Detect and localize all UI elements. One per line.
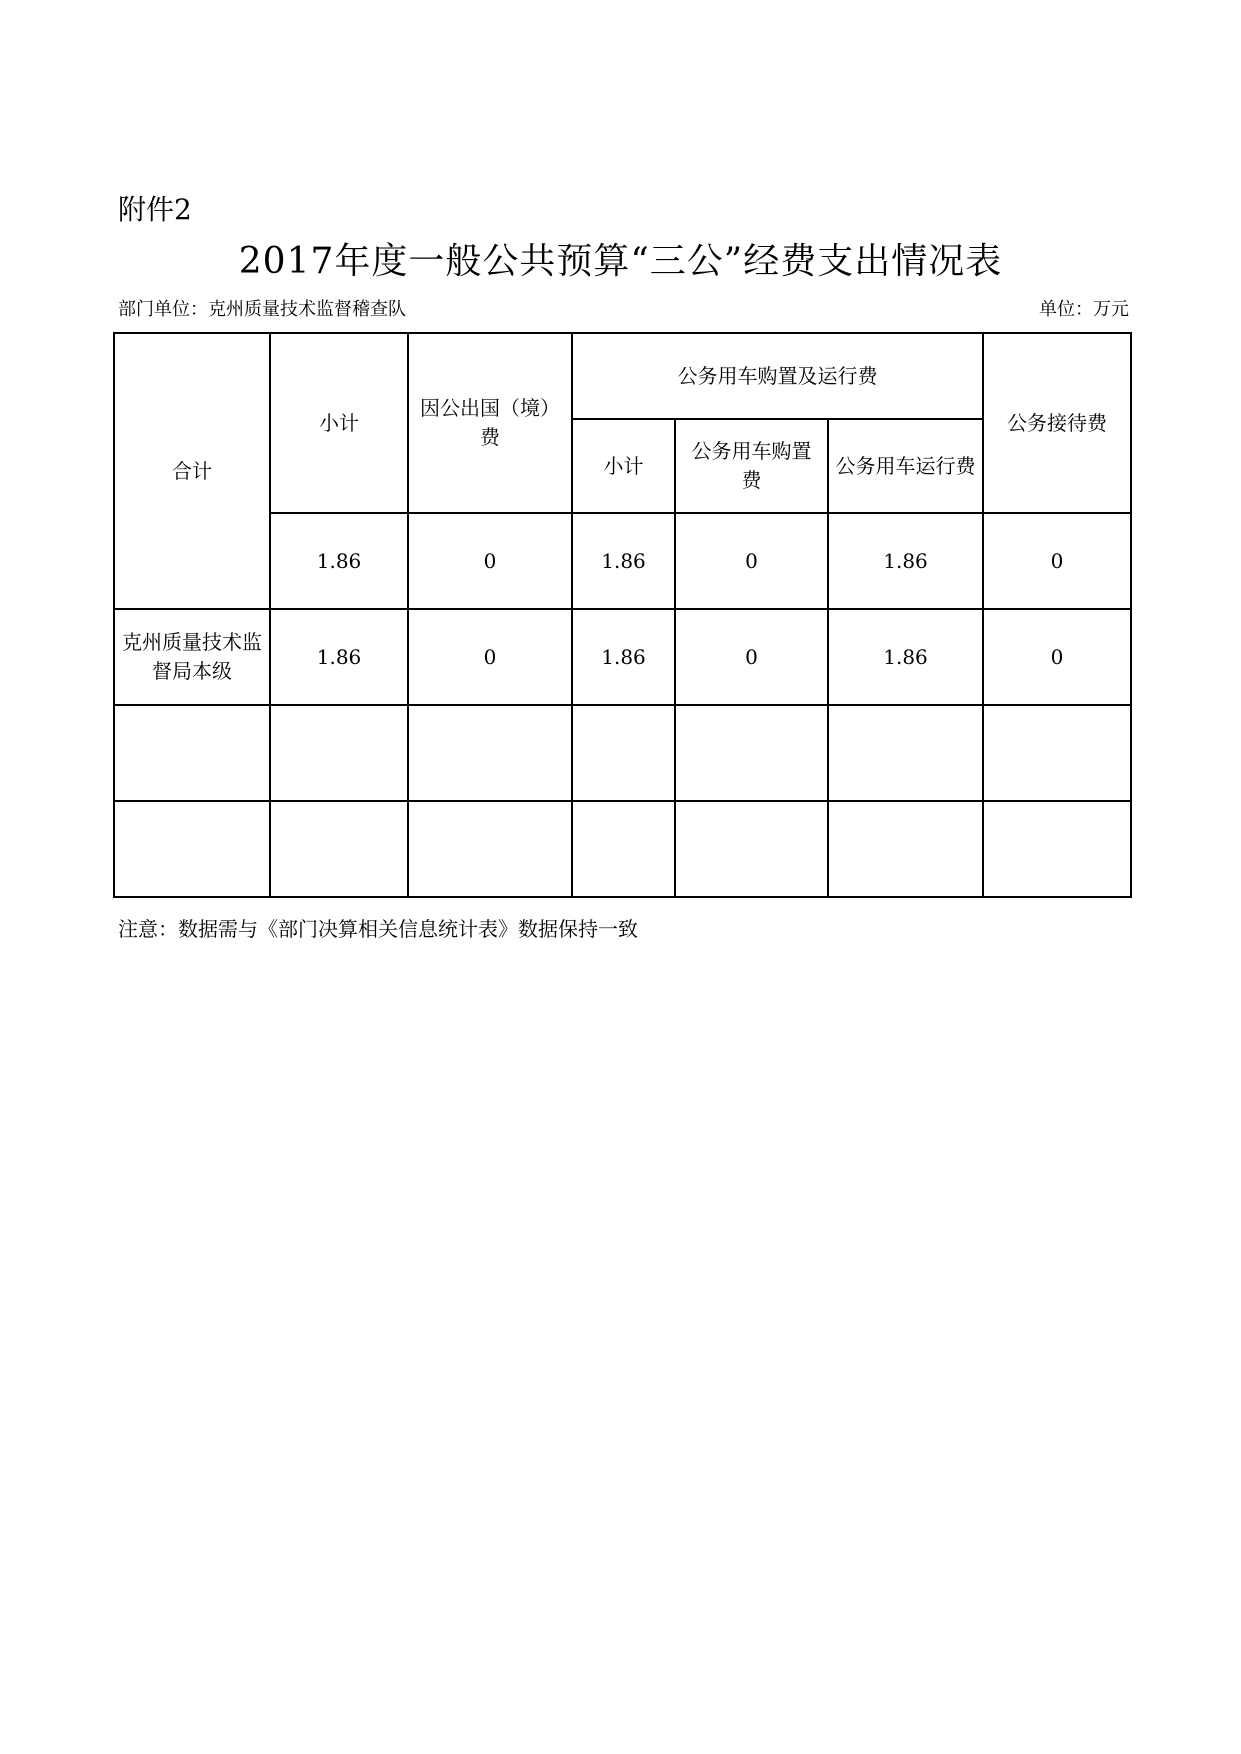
total-vehicle-purchase: 0 [675, 513, 828, 609]
empty-cell [828, 801, 983, 897]
row-name: 克州质量技术监督局本级 [114, 609, 270, 705]
row-vehicle-purchase: 0 [675, 609, 828, 705]
unit-label: 单位：万元 [1039, 299, 1129, 320]
row-vehicle-subtotal: 1.86 [572, 609, 675, 705]
table-row [114, 609, 1131, 705]
attachment-label: 附件2 [118, 193, 192, 226]
empty-row [114, 705, 1131, 801]
header-vehicle-group: 公务用车购置及运行费 [572, 333, 983, 419]
empty-cell [408, 705, 572, 801]
row-reception: 0 [983, 609, 1131, 705]
header-vehicle-subtotal: 小计 [572, 419, 675, 513]
empty-cell [408, 801, 572, 897]
empty-cell [983, 705, 1131, 801]
total-subtotal: 1.86 [270, 513, 408, 609]
empty-cell [270, 705, 408, 801]
row-vehicle-operation: 1.86 [828, 609, 983, 705]
empty-cell [983, 801, 1131, 897]
row-abroad: 0 [408, 609, 572, 705]
total-vehicle-operation: 1.86 [828, 513, 983, 609]
empty-cell [114, 705, 270, 801]
expense-table [113, 332, 1132, 898]
empty-cell [675, 705, 828, 801]
total-reception: 0 [983, 513, 1131, 609]
empty-row [114, 801, 1131, 897]
empty-cell [572, 705, 675, 801]
empty-cell [572, 801, 675, 897]
empty-cell [270, 801, 408, 897]
total-vehicle-subtotal: 1.86 [572, 513, 675, 609]
footnote: 注意：数据需与《部门决算相关信息统计表》数据保持一致 [118, 917, 638, 941]
empty-cell [675, 801, 828, 897]
header-vehicle-operation: 公务用车运行费 [828, 419, 983, 513]
header-vehicle-purchase: 公务用车购置费 [675, 419, 828, 513]
total-abroad: 0 [408, 513, 572, 609]
page-title: 2017年度一般公共预算“三公”经费支出情况表 [238, 241, 1003, 282]
empty-cell [828, 705, 983, 801]
row-subtotal: 1.86 [270, 609, 408, 705]
header-reception: 公务接待费 [983, 333, 1131, 513]
header-row-1 [114, 333, 1131, 419]
header-subtotal: 小计 [270, 333, 408, 513]
header-total: 合计 [114, 333, 270, 609]
empty-cell [114, 801, 270, 897]
department-label: 部门单位：克州质量技术监督稽查队 [118, 299, 406, 320]
header-abroad: 因公出国（境）费 [408, 333, 572, 513]
